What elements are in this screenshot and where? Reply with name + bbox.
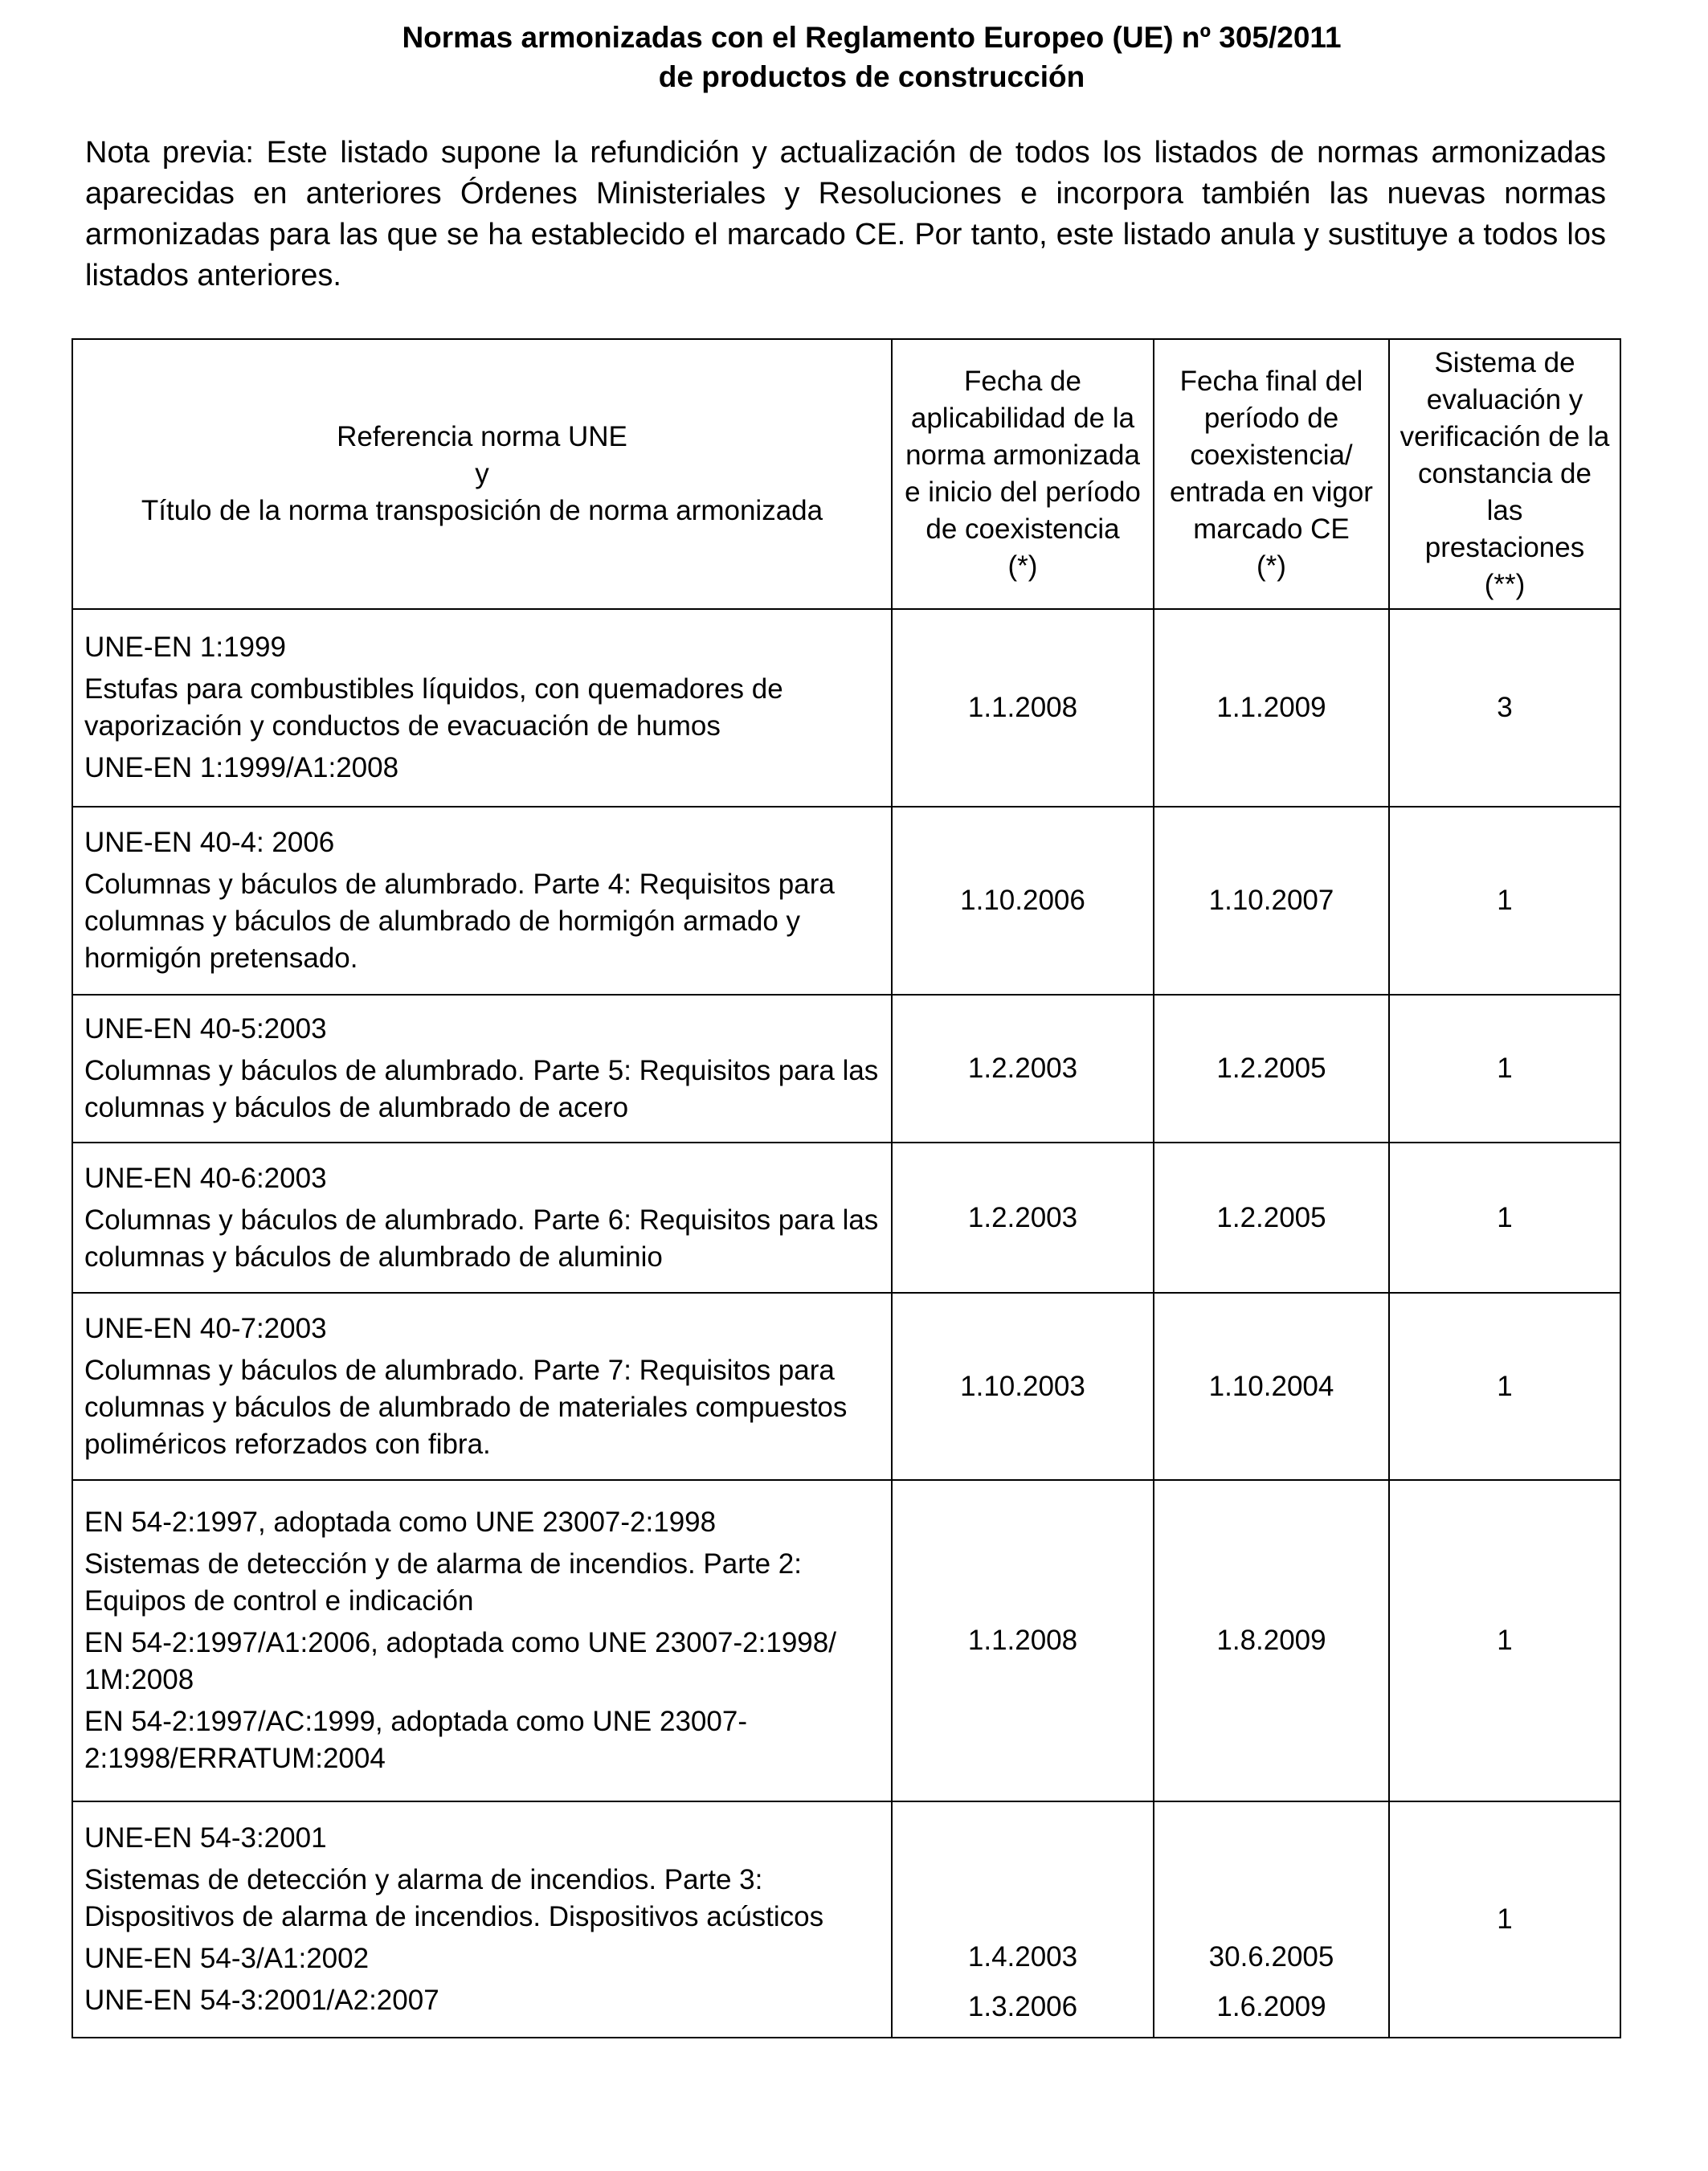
norm-title: Columnas y báculos de alumbrado. Parte 6: Requisitos para las columnas y báculos de alumbrado de aluminio xyxy=(84,1204,879,1273)
header-evaluation-system xyxy=(1389,339,1620,609)
header-text: constancia de las xyxy=(1418,458,1592,526)
header-text: (*) xyxy=(1007,550,1038,582)
norm-amendment: EN 54-2:1997/AC:1999, adoptada como UNE 23007-2:1998/ERRATUM:2004 xyxy=(84,1706,747,1774)
header-text: de coexistencia xyxy=(926,513,1120,545)
header-text: prestaciones xyxy=(1424,532,1585,563)
evaluation-system: 1 xyxy=(1389,1293,1620,1480)
header-text: Fecha final del xyxy=(1179,366,1363,397)
end-date: 1.1.2009 xyxy=(1154,609,1389,807)
title-line-1: Normas armonizadas con el Reglamento Europeo (UE) nº 305/2011 xyxy=(402,21,1342,54)
table-row xyxy=(72,1293,1620,1480)
norm-code: UNE-EN 40-4: 2006 xyxy=(84,827,335,858)
norm-title: Sistemas de detección y de alarma de incendios. Parte 2: Equipos de control e indicación xyxy=(84,1548,802,1617)
norm-reference-cell xyxy=(72,1480,892,1801)
applicability-date: 1.2.2003 xyxy=(892,1143,1154,1293)
norm-code: UNE-EN 40-6:2003 xyxy=(84,1162,327,1194)
evaluation-system: 1 xyxy=(1389,995,1620,1143)
norm-title: Estufas para combustibles líquidos, con quemadores de vaporización y conductos de evacuación de humos xyxy=(84,673,783,742)
header-reference xyxy=(72,339,892,609)
applicability-date: 1.1.2008 xyxy=(892,609,1154,807)
table-row xyxy=(72,609,1620,807)
header-text: evaluación y xyxy=(1426,384,1583,415)
title-line-2: de productos de construcción xyxy=(658,60,1085,93)
header-text: e inicio del período xyxy=(905,476,1141,508)
norm-reference-cell xyxy=(72,807,892,995)
header-text: coexistencia/ xyxy=(1190,440,1353,471)
header-text: Fecha de xyxy=(964,366,1081,397)
norm-reference-cell xyxy=(72,1293,892,1480)
evaluation-system: 1 xyxy=(1389,1143,1620,1293)
document-title xyxy=(0,18,1708,96)
preliminary-note: Nota previa: Este listado supone la refundición y actualización de todos los listados de normas armonizadas aparecidas en anteriores Órdenes Ministeriales y Resoluciones e incorpora también las nuevas normas armonizadas para las que se ha establecido el marcado CE. Por tanto, este listado anula y sustituye a todos los listados anteriores. xyxy=(85,136,1606,292)
norm-code: UNE-EN 54-3:2001 xyxy=(84,1822,327,1854)
norm-code: EN 54-2:1997, adoptada como UNE 23007-2:1998 xyxy=(84,1507,717,1538)
end-date: 1.8.2009 xyxy=(1154,1480,1389,1801)
header-row xyxy=(72,339,1620,609)
table-row xyxy=(72,995,1620,1143)
norm-reference-cell xyxy=(72,995,892,1143)
norm-amendment: UNE-EN 54-3/A1:2002 xyxy=(84,1943,370,1974)
end-date: 1.2.2005 xyxy=(1154,995,1389,1143)
applicability-date-cell xyxy=(892,1801,1154,2038)
header-text: marcado CE xyxy=(1193,513,1350,545)
header-text: (**) xyxy=(1484,569,1526,600)
header-text: verificación de la xyxy=(1399,421,1610,452)
norm-reference-cell xyxy=(72,609,892,807)
header-text: aplicabilidad de la xyxy=(910,403,1135,434)
norm-code: UNE-EN 40-5:2003 xyxy=(84,1013,327,1045)
norms-table xyxy=(72,338,1621,2038)
end-date: 30.6.2005 xyxy=(1208,1941,1334,1973)
norm-title: Columnas y báculos de alumbrado. Parte 5: Requisitos para las columnas y báculos de alumbrado de acero xyxy=(84,1055,879,1123)
norm-title: Columnas y báculos de alumbrado. Parte 4: Requisitos para columnas y báculos de alumbrado de hormigón armado y hormigón pretensado. xyxy=(84,869,835,974)
end-date: 1.10.2004 xyxy=(1154,1293,1389,1480)
evaluation-system: 1 xyxy=(1389,1480,1620,1801)
table-row xyxy=(72,1801,1620,2038)
table-row xyxy=(72,1480,1620,1801)
end-date-cell xyxy=(1154,1801,1389,2038)
header-applicability-date xyxy=(892,339,1154,609)
norm-code: UNE-EN 1:1999 xyxy=(84,632,286,663)
norm-code: UNE-EN 40-7:2003 xyxy=(84,1312,327,1344)
norm-amendment: UNE-EN 54-3:2001/A2:2007 xyxy=(84,1985,439,2016)
end-date: 1.10.2007 xyxy=(1154,807,1389,995)
norm-reference-cell xyxy=(72,1801,892,2038)
applicability-date: 1.1.2008 xyxy=(892,1480,1154,1801)
header-text: período de xyxy=(1203,403,1339,434)
applicability-date: 1.2.2003 xyxy=(892,995,1154,1143)
header-text: Referencia norma UNE xyxy=(337,421,627,452)
header-text: norma armonizada xyxy=(905,440,1140,471)
header-text: (*) xyxy=(1256,550,1286,582)
evaluation-system: 1 xyxy=(1389,1801,1620,2038)
header-text: entrada en vigor xyxy=(1170,476,1373,508)
header-text: Título de la norma transposición de norma armonizada xyxy=(141,495,823,526)
header-end-date xyxy=(1154,339,1389,609)
table-row xyxy=(72,807,1620,995)
evaluation-system: 1 xyxy=(1389,807,1620,995)
applicability-date: 1.10.2006 xyxy=(892,807,1154,995)
evaluation-system: 3 xyxy=(1389,609,1620,807)
norm-title: Columnas y báculos de alumbrado. Parte 7: Requisitos para columnas y báculos de alumbrado de materiales compuestos poliméricos reforzados con fibra. xyxy=(84,1354,848,1460)
applicability-date: 1.10.2003 xyxy=(892,1293,1154,1480)
norm-amendment: UNE-EN 1:1999/A1:2008 xyxy=(84,752,399,783)
end-date: 1.6.2009 xyxy=(1216,1991,1326,2022)
header-text: y xyxy=(475,458,489,489)
table-row xyxy=(72,1143,1620,1293)
end-date: 1.2.2005 xyxy=(1154,1143,1389,1293)
header-text: Sistema de xyxy=(1434,347,1575,378)
applicability-date: 1.3.2006 xyxy=(967,1991,1078,2022)
norm-amendment: EN 54-2:1997/A1:2006, adoptada como UNE 23007-2:1998/ 1M:2008 xyxy=(84,1627,836,1695)
norm-reference-cell xyxy=(72,1143,892,1293)
applicability-date: 1.4.2003 xyxy=(967,1941,1078,1973)
norm-title: Sistemas de detección y alarma de incendios. Parte 3: Dispositivos de alarma de incendios. Dispositivos acústicos xyxy=(84,1864,824,1932)
